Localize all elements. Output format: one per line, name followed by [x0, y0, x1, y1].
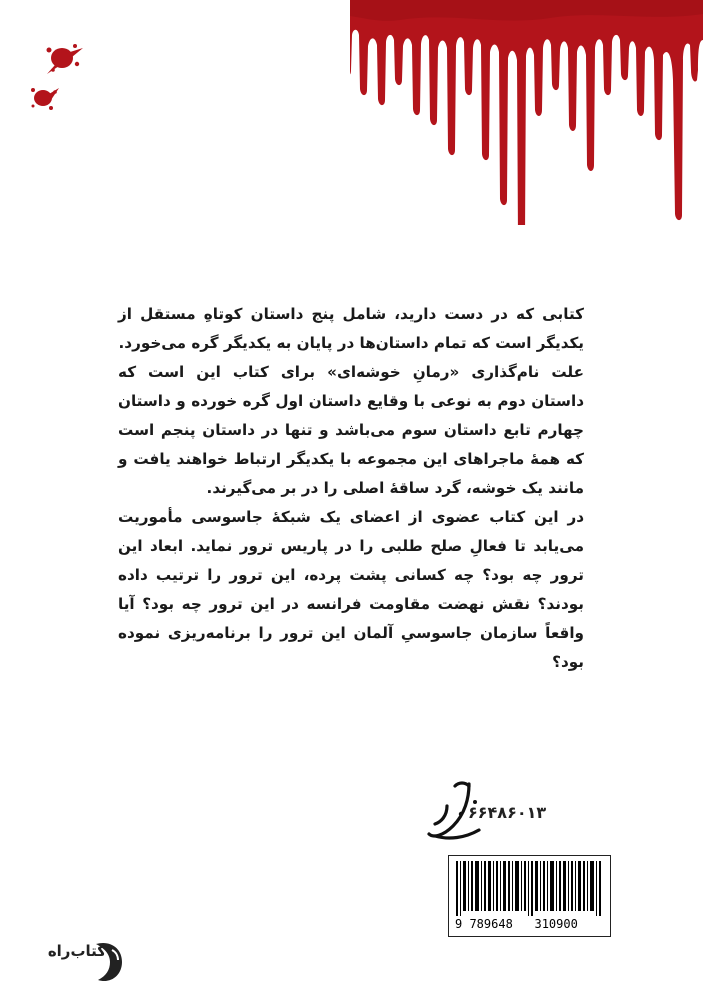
isbn-barcode	[448, 855, 611, 937]
book-blurb	[118, 300, 584, 677]
blurb-paragraph-3: در این کتاب عضوی از اعضای یک شبکهٔ جاسوسی مأموریت می‌یابد تا فعالِ صلح طلبی را در پاریس ترور نماید. ابعاد این ترور چه بود؟ چه کسانی پشت پرده، این ترور را ترتیب داده بودند؟ نقش نهضت مقاومت فرانسه در این ترور چه بود؟ آیا واقعاً سازمان جاسوسیِ آلمان این ترور را برنامه‌ریزی نموده بود؟	[118, 508, 584, 671]
blood-drip-graphic	[350, 0, 703, 225]
blurb-paragraph-2: علت نام‌گذاری «رمانِ خوشه‌ای» برای کتاب این است که داستان دوم به نوعی با وقایع داستان اول گره خورده و داستان چهارم تابع داستان سوم می‌باشد و تنها در داستان پنجم است که همهٔ ماجراهای این مجموعه با یکدیگر ارتباط خواهند یافت و مانند یک خوشه، گرد ساقهٔ اصلی را در بر می‌گیرند.	[118, 363, 584, 497]
blurb-paragraph-1: کتابی که در دست دارید، شامل پنج داستان کوتاهِ مستقل از یکدیگر است که تمام داستان‌ها در پایان به یکدیگر گره می‌خورد.	[118, 305, 584, 352]
publisher-phone: ۶۶۴۸۶۰۱۳	[468, 803, 547, 822]
blood-splatter-graphic	[25, 30, 95, 120]
barcode-bars-graphic	[456, 861, 604, 916]
isbn-number: 9 789648 310900	[455, 917, 578, 931]
ketabrah-logo-text: کتاب‌راه	[47, 942, 106, 960]
